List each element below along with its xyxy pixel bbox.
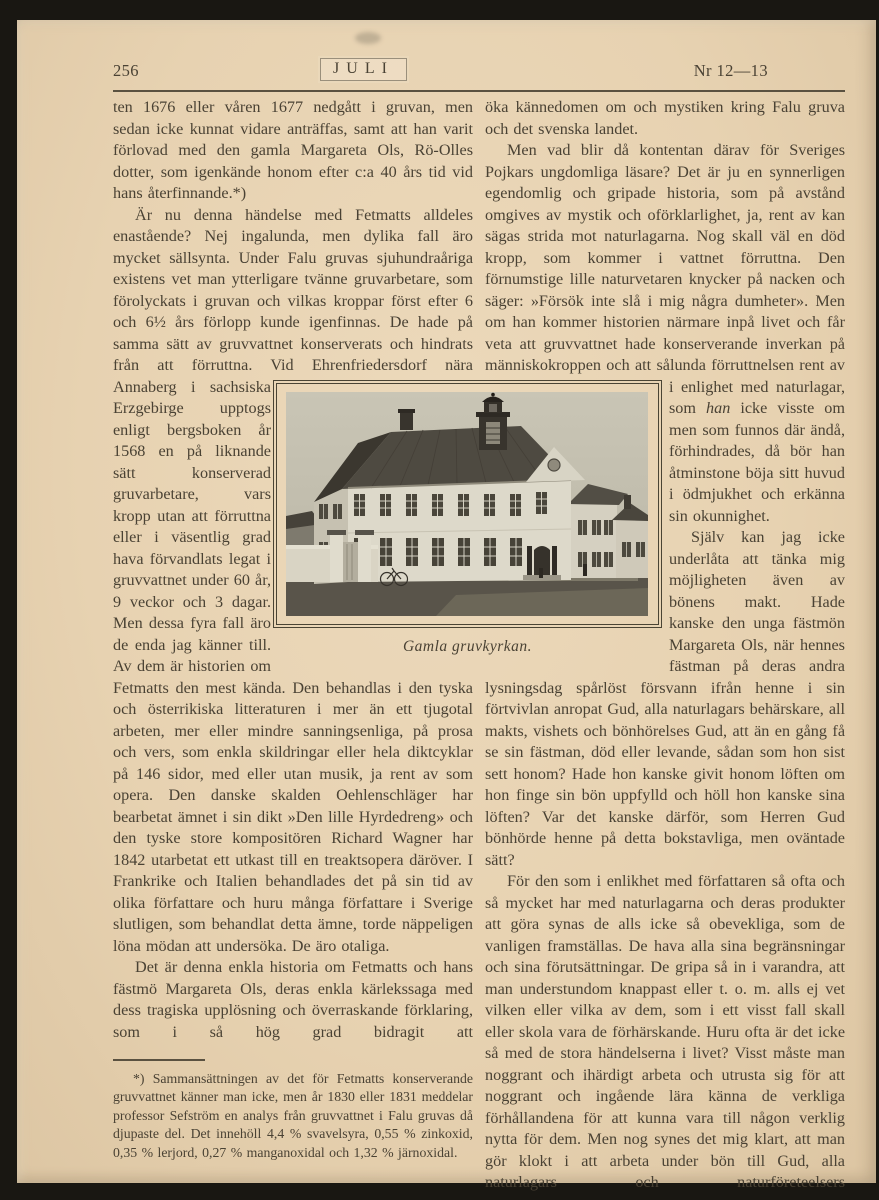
- photo-frame-inner: [276, 383, 659, 625]
- paragraph: Är nu denna händelse med Fetmatts alldeles enastående? Nej ingalunda, men dylika fall äro mycket sällsynta. Under Falu gruvas sjuhundraåriga existens vet man ytterligare tvänne gruvarbetare, som förolyckats i gruvan och vilkas kroppar först efter 6 och 6½ års förlopp kunde igenfinnas. De hade på samma sätt av gruvvattnet konserverats och hindrats från att förruttna. Vid Ehrenfriedersdorf nära Annaberg i sachsiska Erzgebirge upptogs enligt bergsboken år 1568 en på liknande sätt konserverad gruvarbetare, vars kropp utan att förruttna eller i väsentlig grad hava förvandlats legat i gruvvattnet under 60 år, 9 veckor och 3 dagar. Men dessa fyra fall äro de enda jag känner till. Av dem är historien om Fetmatts den mest kända. Den behandlas i den tyska och österrikiska litteraturen i mer än ett tjugotal arbeten, mer eller mindre sanningsenliga, på prosa och vers, som enkla skildringar eller hela diktcyklar på 146 sidor, med eller utan musik, ja rent av som opera. Den danske skalden Oehlenschläger har bearbetat ämnet i sin dikt »Den lille Hyrdedreng» och den tyske store kompositören Richard Wagner har 1842 utarbetat ett utkast till en treaktsopera däröver. I Frankrike och Italien behandlades det på sin tid av olika författare och huru många författare i Sverige slutligen, som behandlat detta ämne, torde näppeligen löna mödan att undersöka. De äro otaliga.: [113, 205, 473, 955]
- paragraph-text: icke visste om men som funnos där ändå, förhindrades, då bör han åtminstone böja sitt huvud i ödmjukhet och erkänna sin okunnighet.: [669, 399, 845, 525]
- emphasis-word: han: [706, 399, 731, 417]
- paragraph: öka kännedomen om och mystiken kring Falu gruva och det svenska landet.: [485, 98, 845, 138]
- paper-smudge: [355, 32, 381, 44]
- page-header: [113, 58, 845, 92]
- issue-number: Nr 12—13: [693, 61, 768, 80]
- old-mine-church-photo: [286, 392, 648, 616]
- photo-frame-outer: [273, 380, 662, 628]
- paragraph: ten 1676 eller våren 1677 nedgått i gruvan, men sedan icke kunnat vidare anträffas, samt att han varit förlovad med den gamla Margareta Ols, Rö-Olles dotter, som igenkände honom efter c:a 40 års tid vid hans återfinnande.*): [113, 98, 473, 202]
- magazine-page: [17, 20, 876, 1191]
- photo-caption: Gamla gruvkyrkan.: [402, 638, 533, 655]
- footnote-rule: [113, 1059, 205, 1061]
- month-label: JULI: [320, 58, 407, 81]
- footnote: *) Sammansättningen av det för Fetmatts konserverande gruvvattnet känner man icke, men år 1830 eller 1831 meddelar professor Sefström en analys från gruvvattnet i Falu gruvas då djupaste del. Det innehöll 4,4 % svavelsyra, 0,55 % zinkoxid, 0,35 % lerjord, 0,27 % manganoxidal och 1,32 % järnoxidal.: [113, 1071, 473, 1160]
- paragraph: Det är denna enkla historia om Fetmatts och hans fästmö Margareta Ols, deras enkla kärlekssaga med dess tragiska upplösning och överraskande förklaring, som i så hög grad bidragit att: [113, 958, 473, 1041]
- paragraph-text: Men vad blir då kontentan därav för Sveriges Pojkars ungdomliga läsare? Det är ju en synnerligen egendomlig och gripade historia, som på avstånd omgives av mystik och oförklarlighet, ja, rent av kan sägas strida mot naturlagarna. Nog skall väl en död kropp, som kommer i vattnet förruttna. Den förnumstige lille naturvetaren knycker på nacken och säger: »Försök inte slå i mig några dumheter». Men om han kommer historien närmare inpå livet och får veta att gruvvattnet hade konserverande inverkan på människokroppen och att sålunda förruttnelsen rent av i enlighet med naturlagar, som: [485, 141, 845, 417]
- page-number: 256: [113, 61, 139, 80]
- paragraph: För den som i enlikhet med författaren så ofta och så mycket har med naturlagarna och deras produkter att göra synas de alls icke så obevekliga, som de vanligen framställas. De hava alla sina begränsningar och sina förutsättningar. De gripa så in i varandra, att man understundom knappast eller t. o. m. alls ej vet vilken eller vilka av dem, som i ett visst fall skall eller skola vara de förhärskande. Huru ofta är det icke så med de stora händelserna i livet? Visst måste man noggrant och ihärdigt arbeta och utrusta sig för att noggrant och ingående lära känna de verkliga förhållandena för att kunna vara till någon verklig nytta för dem. Men nog synes det mig klart, att man gör klokt i att arbeta under bön till Gud, alla naturlagars och naturföreteelsers: [485, 872, 845, 1191]
- paragraph: Själv kan jag icke underlåta att tänka mig möjligheten även av bönens makt. Hade kanske den unga fästmön Margareta Ols, när hennes fästman på deras andra lysningsdag spårlöst försvann ifrån henne i sin förtvivlan anropat Gud, alla naturlagars behärskare, all makts, vishets och bönhörelses Gud, att än en gång få se sin fästman, död eller levande, sådan som hon sist sett honom? Hade hon kanske givit honom löften om hon finge sin bön uppfylld och höll hon kanske sina löften? Var det kanske därför, som Herren Gud bönhörde henne på detta bokstavliga, men oväntade sätt?: [485, 528, 846, 869]
- photo-figure: [273, 380, 662, 628]
